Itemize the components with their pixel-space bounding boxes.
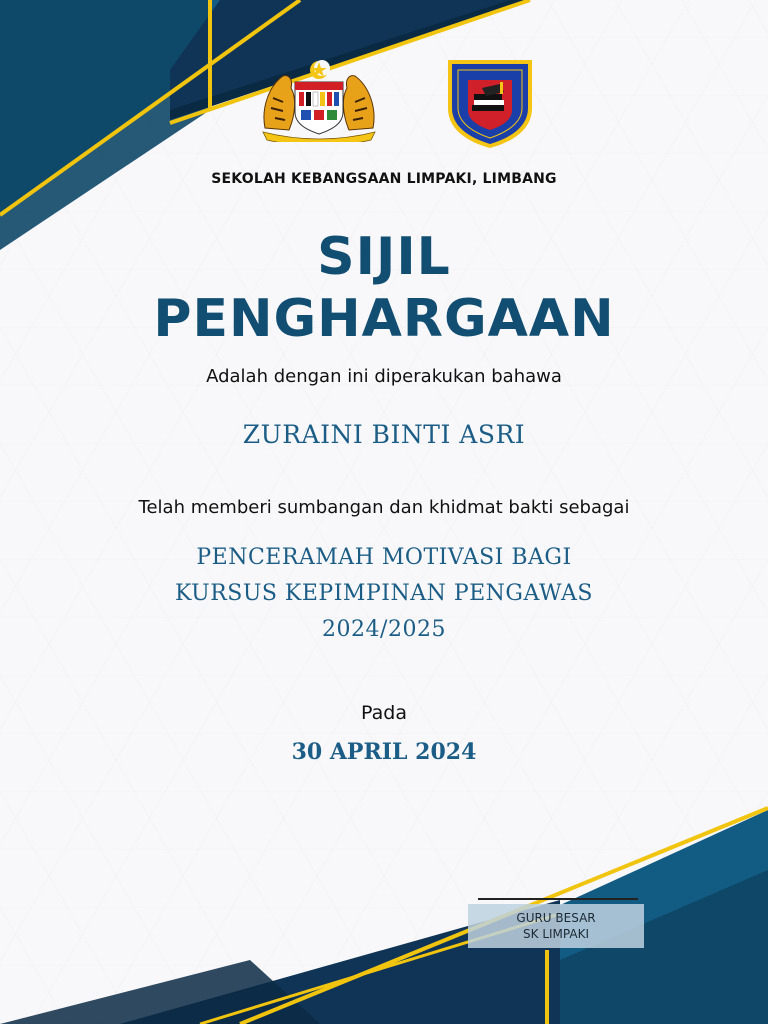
malaysia-coat-of-arms-icon <box>255 58 383 142</box>
certificate-date: 30 APRIL 2024 <box>291 739 477 765</box>
role-line3: 2024/2025 <box>322 617 446 642</box>
signature-line <box>478 898 638 900</box>
school-name: SEKOLAH KEBANGSAAN LIMPAKI, LIMBANG <box>211 171 557 187</box>
signatory-title-line1: GURU BESAR <box>516 911 596 925</box>
top-left-panel-dark <box>0 0 210 250</box>
school-crest-icon <box>442 54 538 150</box>
signatory-title <box>468 904 644 948</box>
role-line1: PENCERAMAH MOTIVASI BAGI <box>196 545 572 570</box>
role-description <box>0 540 768 648</box>
contribution-text: Telah memberi sumbangan dan khidmat bakti sebagai <box>138 497 630 518</box>
recipient-name: ZURAINI BINTI ASRI <box>242 420 526 449</box>
certificate-title-line2: PENGHARGAAN <box>153 289 615 349</box>
certificate-intro: Adalah dengan ini diperakukan bahawa <box>206 366 562 387</box>
date-label: Pada <box>361 702 407 724</box>
certificate-title-line1: SIJIL <box>317 227 451 287</box>
signature-block <box>468 886 644 948</box>
signatory-title-line2: SK LIMPAKI <box>523 927 589 941</box>
role-line2: KURSUS KEPIMPINAN PENGAWAS <box>175 581 593 606</box>
certificate-title <box>0 226 768 350</box>
bottom-left-shade <box>0 960 320 1024</box>
